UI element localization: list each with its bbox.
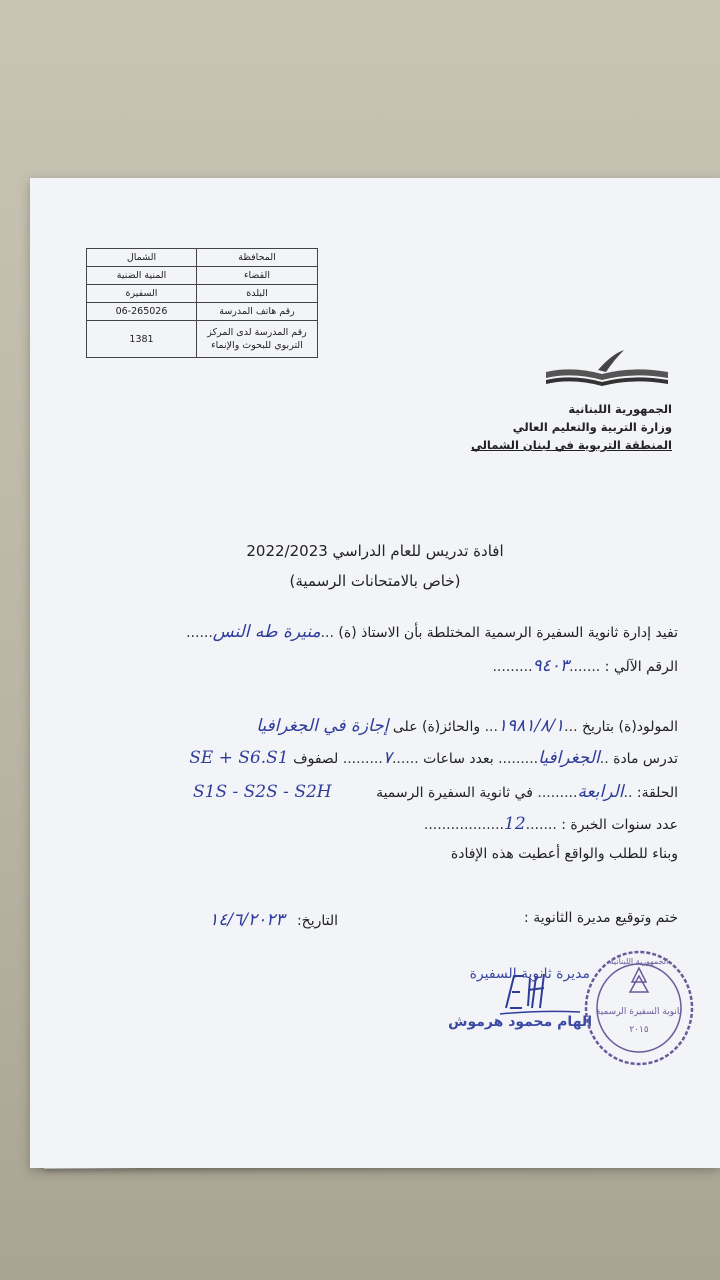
table-value: الشمال bbox=[87, 249, 197, 267]
experience-line: عدد سنوات الخبرة : .......12.................. bbox=[423, 814, 678, 834]
title-main: افادة تدريس للعام الدراسي 2022/2023 bbox=[246, 542, 504, 560]
classes-value: SE + S6.S1 bbox=[189, 748, 289, 768]
table-row bbox=[87, 303, 318, 321]
holder-label: والحائز(ة) على bbox=[392, 719, 481, 735]
table-value: السفيرة bbox=[87, 285, 197, 303]
experience-value: 12 bbox=[504, 814, 526, 834]
subject-line: تدرس مادة ..الجغرافيا......... بعدد ساعات ......٧......... لصفوف SE + S6.S1 bbox=[189, 748, 678, 768]
born-value: ١٩٨١/٨/١ bbox=[497, 716, 565, 736]
date-value: ١٤/٦/٢٠٢٣ bbox=[209, 910, 285, 930]
signer-name: الهام محمود هرموش bbox=[448, 1014, 592, 1030]
subject-value: الجغرافيا bbox=[538, 748, 600, 768]
table-row bbox=[87, 267, 318, 285]
header-line-region: المنطقة التربوية في لبنان الشمالي bbox=[470, 438, 672, 452]
teacher-name: منيرة طه النس bbox=[212, 622, 321, 642]
date-line bbox=[209, 910, 338, 930]
cycle-label: الحلقة: bbox=[636, 785, 678, 801]
born-label: المولود(ة) بتاريخ bbox=[581, 719, 678, 735]
date-label: التاريخ: bbox=[296, 913, 338, 929]
open-book-logo-icon bbox=[542, 348, 672, 390]
header-line-republic: الجمهورية اللبنانية bbox=[568, 402, 672, 416]
stamp-top-text: الجمهورية اللبنانية bbox=[609, 957, 669, 966]
id-line: الرقم الآلي : .......٩٤٠٣......... bbox=[492, 656, 678, 676]
school-stamp-seal bbox=[582, 948, 696, 1068]
table-value: 06-265026 bbox=[87, 303, 197, 321]
header-line-ministry: وزارة التربية والتعليم العالي bbox=[512, 420, 672, 434]
birth-line: المولود(ة) بتاريخ ...١٩٨١/٨/١... والحائز(ة) على إجازة في الجغرافيا bbox=[256, 716, 678, 736]
stamp-number-text: ٢٠١٥ bbox=[629, 1025, 649, 1035]
intro-line: تفيد إدارة ثانوية السفيرة الرسمية المختلطة بأن الاستاذ (ة) ...منيرة طه النس...... bbox=[186, 622, 678, 642]
table-row bbox=[87, 285, 318, 303]
hours-label: بعدد ساعات bbox=[423, 751, 494, 767]
table-value: المنية الضنية bbox=[87, 267, 197, 285]
closing-text: وبناء للطلب والواقع أعطيت هذه الإفادة bbox=[450, 846, 678, 862]
document-title bbox=[30, 536, 720, 596]
id-label: الرقم الآلي : bbox=[604, 659, 678, 675]
classes-value-2: S1S - S2S - S2H bbox=[193, 782, 332, 802]
document-page bbox=[30, 178, 720, 1168]
subject-label: تدرس مادة bbox=[613, 751, 678, 767]
table-key: البلدة bbox=[197, 285, 318, 303]
title-sub: (خاص بالامتحانات الرسمية) bbox=[289, 572, 461, 590]
closing-line bbox=[451, 846, 678, 862]
stamp-label: ختم وتوقيع مديرة الثانوية : bbox=[524, 910, 678, 926]
holder-value: إجازة في الجغرافيا bbox=[256, 716, 389, 736]
table-key: القضاء bbox=[197, 267, 318, 285]
experience-label: عدد سنوات الخبرة : bbox=[561, 817, 678, 833]
intro-text: تفيد إدارة ثانوية السفيرة الرسمية المختلطة بأن الاستاذ (ة) bbox=[338, 625, 678, 641]
cycle-value: الرابعة bbox=[577, 782, 624, 802]
classes-label: لصفوف bbox=[293, 751, 339, 767]
table-value: 1381 bbox=[87, 321, 197, 358]
signer-title: مديرة ثانوية السفيرة bbox=[469, 966, 590, 982]
school-suffix: في ثانوية السفيرة الرسمية bbox=[376, 785, 533, 801]
table-key: المحافظة bbox=[197, 249, 318, 267]
table-key: رقم المدرسة لدى المركز التربوي للبحوث والإنماء bbox=[197, 321, 318, 358]
hours-value: ٧ bbox=[382, 748, 392, 768]
stamp-label-line bbox=[524, 910, 678, 926]
table-key: رقم هاتف المدرسة bbox=[197, 303, 318, 321]
cycle-line: الحلقة: ..الرابعة......... في ثانوية السفيرة الرسمية S1S - S2S - S2H bbox=[193, 782, 678, 802]
stamp-school-text: ثانوية السفيرة الرسمية bbox=[595, 1007, 683, 1017]
table-row bbox=[87, 321, 318, 358]
id-value: ٩٤٠٣ bbox=[532, 656, 570, 676]
ministry-header bbox=[471, 400, 672, 454]
table-row bbox=[87, 249, 318, 267]
school-info-table bbox=[86, 248, 318, 358]
